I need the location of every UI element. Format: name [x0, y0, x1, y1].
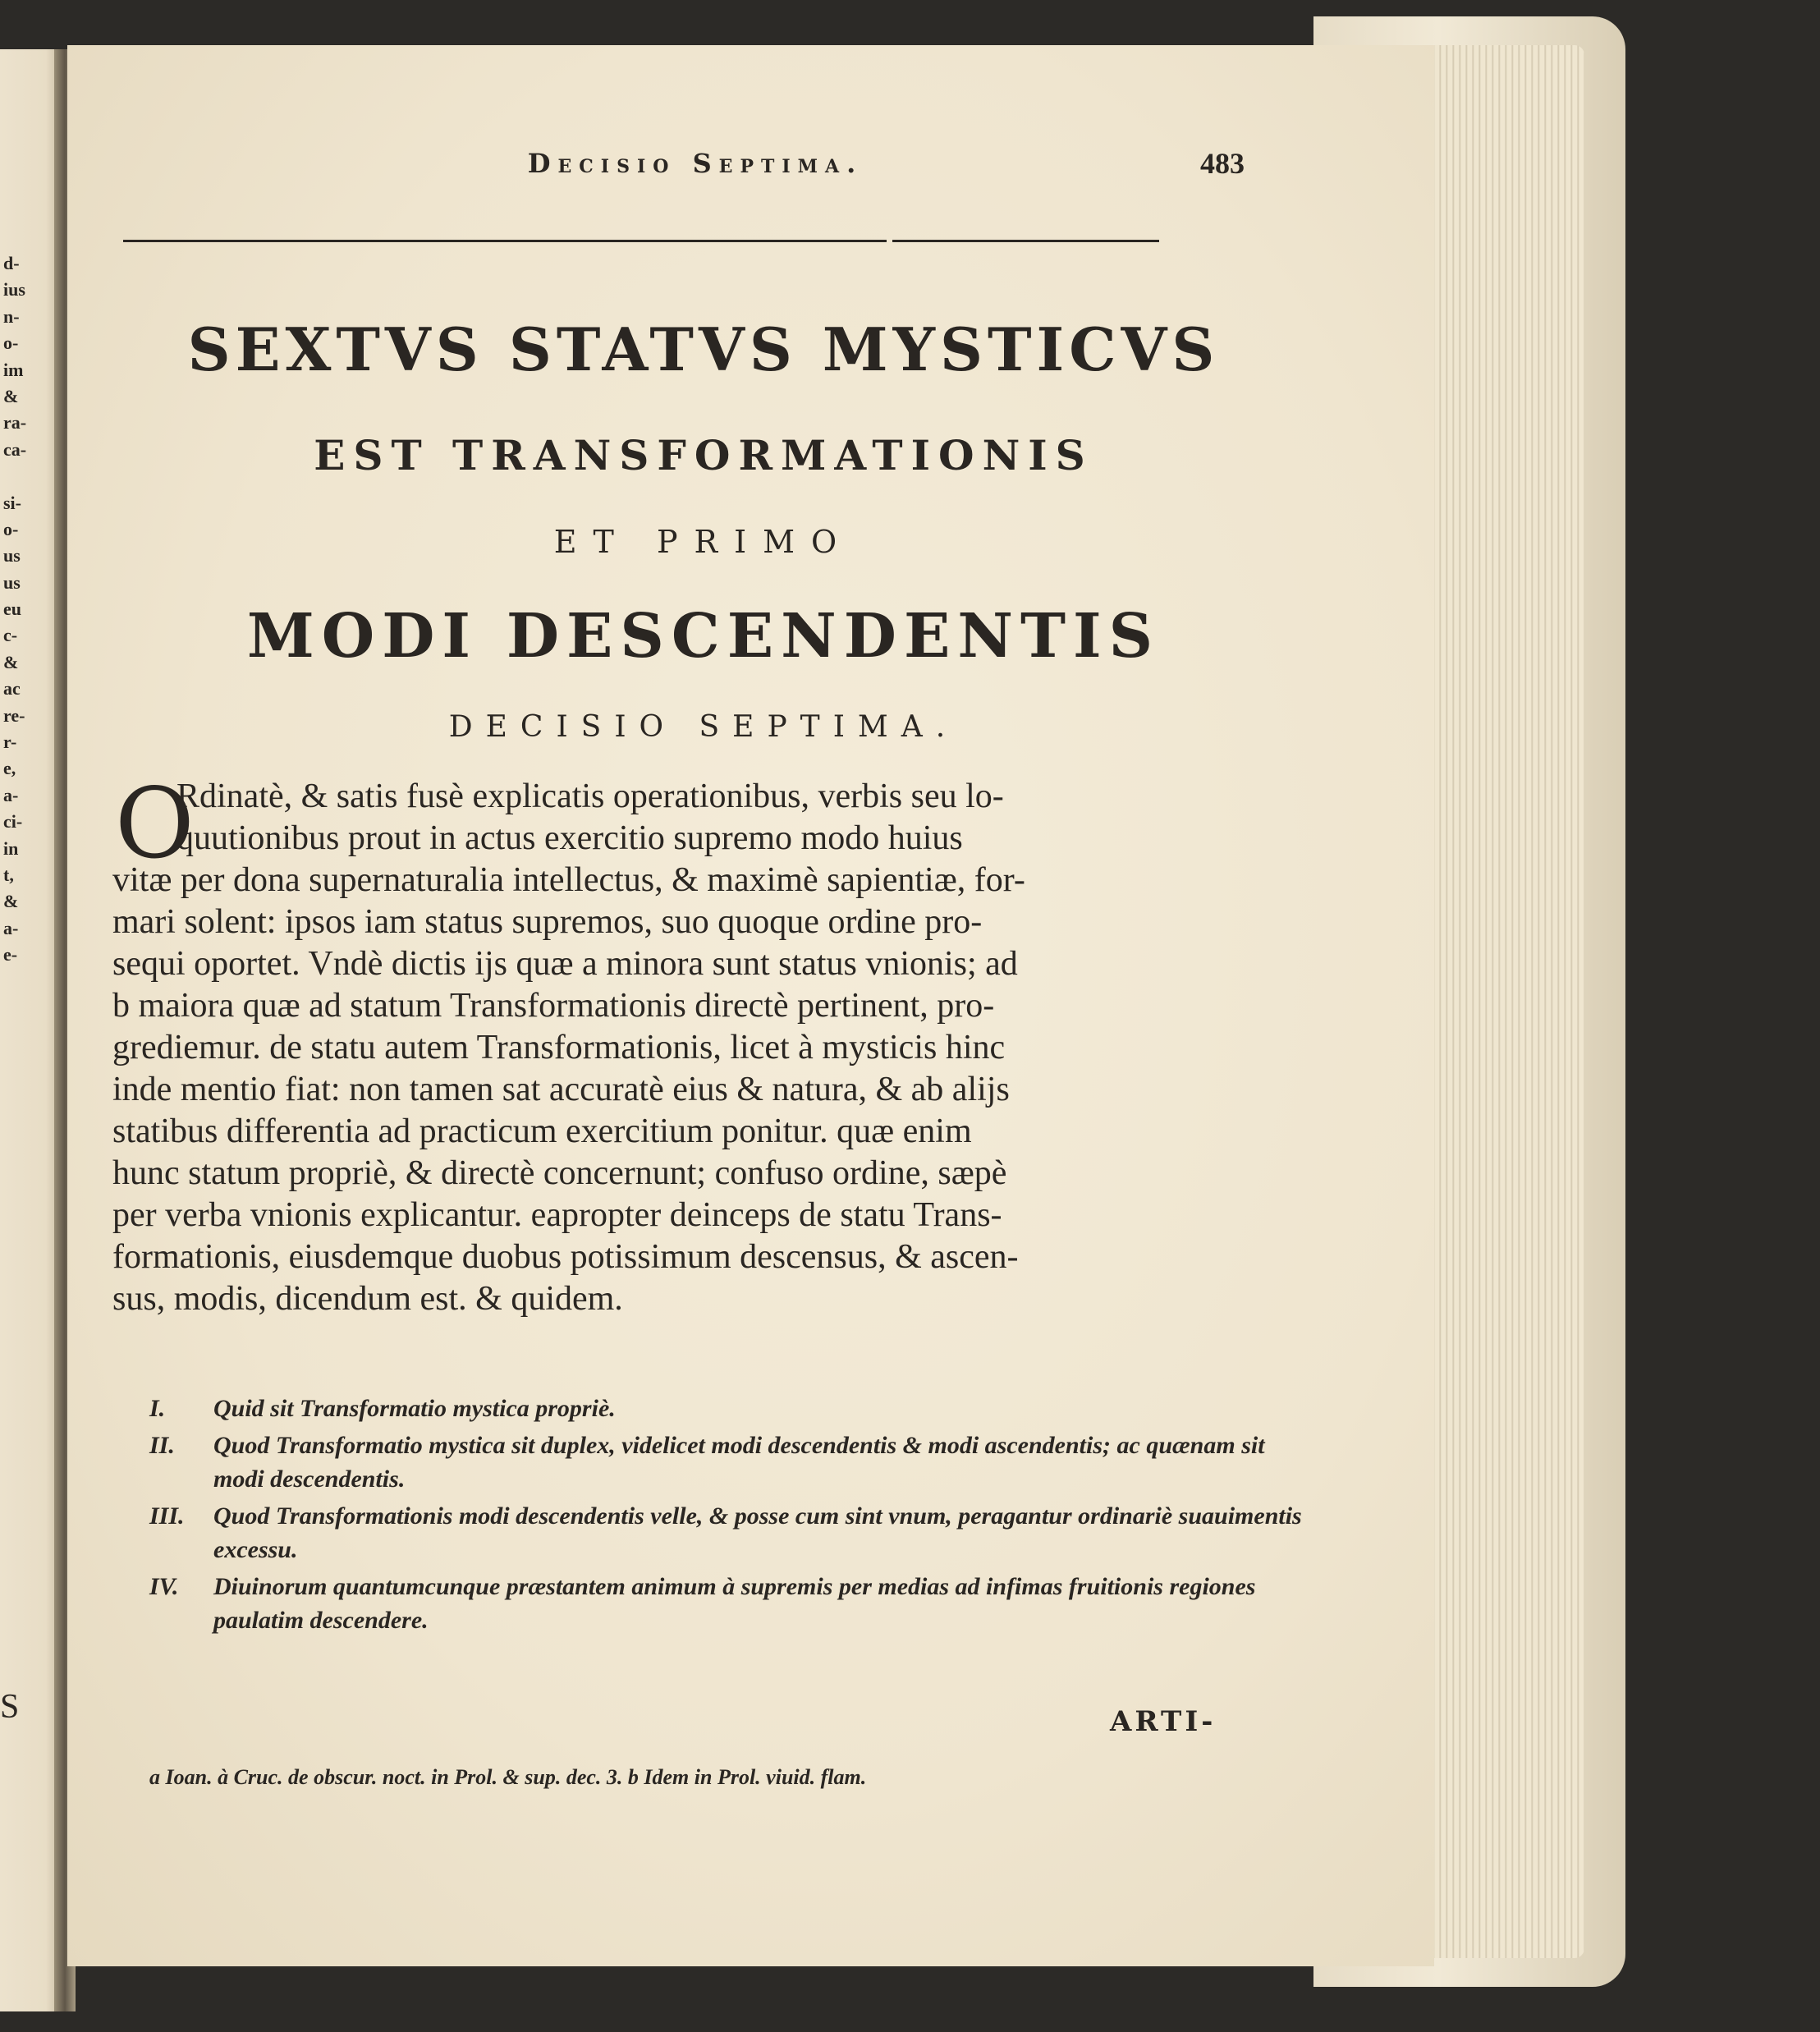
left-fragment: ius [3, 279, 25, 300]
list-item [149, 1570, 1315, 1637]
left-fragment: re- [3, 704, 25, 726]
left-fragment: e, [3, 758, 16, 779]
list-item-text: Quod Transformationis modi descendentis velle, & posse cum sint vnum, peragantur ordinariè suauimentis excessu. [213, 1502, 1302, 1563]
footnotes: a Ioan. à Cruc. de obscur. noct. in Prol. & sup. dec. 3. b Idem in Prol. viuid. flam. [149, 1765, 867, 1789]
list-item [149, 1499, 1315, 1566]
title-line-4: MODI DESCENDENTIS [246, 601, 1161, 672]
list-item-text: Diuinorum quantumcunque præstantem animum à supremis per medias ad infimas fruitionis regiones paulatim descendere. [213, 1573, 1256, 1634]
body-line: vitæ per dona supernaturalia intellectus, & maximè sapientiæ, for- [112, 861, 1025, 899]
left-fragment: a- [3, 917, 19, 938]
title-line-5: DECISIO SEPTIMA. [448, 710, 959, 744]
running-head: Decisio Septima. [527, 148, 864, 179]
header-rule-left [123, 240, 887, 242]
left-fragment: si- [3, 492, 21, 513]
body-line: quutionibus prout in actus exercitio supremo modo huius [176, 819, 963, 857]
body-line: inde mentio fiat: non tamen sat accuratè eius & natura, & ab alijs [112, 1071, 1010, 1108]
list-item [149, 1392, 1315, 1425]
body-line: per verba vnionis explicantur. eapropter deinceps de statu Trans- [112, 1196, 1002, 1234]
header-rule-right [892, 240, 1159, 242]
left-fragment: n- [3, 305, 20, 327]
body-line: grediemur. de statu autem Transformationis, licet à mysticis hinc [112, 1029, 1006, 1066]
body-line: Rdinatè, & satis fusè explicatis operationibus, verbis seu lo- [176, 777, 1004, 815]
right-page [67, 45, 1434, 1966]
left-page-margin-text [3, 250, 61, 969]
left-fragment: im [3, 359, 24, 380]
title-line-1: SEXTVS STATVS MYSTICVS [187, 314, 1220, 384]
left-fragment: ca- [3, 438, 27, 460]
left-fragment: & [3, 651, 19, 672]
list-item-text: Quid sit Transformatio mystica propriè. [213, 1395, 616, 1422]
body-line: sequi oportet. Vndè dictis ijs quæ a minora sunt status vnionis; ad [112, 945, 1018, 983]
summary-list [149, 1392, 1315, 1640]
list-item [149, 1429, 1315, 1496]
left-fragment: o- [3, 518, 19, 539]
body-line: b maiora quæ ad statum Transformationis directè pertinent, pro- [112, 987, 995, 1025]
list-item-number: II. [149, 1432, 175, 1459]
left-fragment: a- [3, 784, 19, 805]
left-fragment: e- [3, 944, 18, 966]
body-line: formationis, eiusdemque duobus potissimum descensus, & ascen- [112, 1238, 1019, 1276]
left-fragment: c- [3, 625, 18, 646]
left-page-catchword: S [0, 1688, 20, 1726]
left-fragment: ci- [3, 811, 23, 833]
left-fragment: t, [3, 864, 14, 885]
title-line-2: EST TRANSFORMATIONIS [314, 431, 1093, 479]
drop-capital: O [115, 767, 195, 880]
left-fragment: eu [3, 599, 21, 620]
page-edges [1428, 45, 1584, 1958]
list-item-number: III. [149, 1502, 185, 1530]
left-fragment [3, 463, 61, 489]
left-fragment: d- [3, 253, 20, 273]
left-fragment: us [3, 545, 21, 566]
list-item-number: I. [149, 1395, 166, 1422]
title-line-3: ET PRIMO [553, 524, 854, 560]
list-item-number: IV. [149, 1573, 179, 1600]
body-line: hunc statum propriè, & directè concernunt; confuso ordine, sæpè [112, 1154, 1007, 1192]
list-item-text: Quod Transformatio mystica sit duplex, videlicet modi descendentis & modi ascendentis; ac quænam sit modi descendentis. [213, 1432, 1265, 1493]
left-fragment: ac [3, 678, 21, 700]
body-line: sus, modis, dicendum est. & quidem. [112, 1280, 623, 1318]
left-fragment: us [3, 571, 21, 593]
body-line: statibus differentia ad practicum exercitium ponitur. quæ enim [112, 1112, 972, 1150]
left-fragment: & [3, 385, 19, 406]
left-fragment: ra- [3, 412, 27, 433]
left-fragment: & [3, 891, 19, 912]
left-fragment: r- [3, 732, 17, 753]
body-paragraph [112, 767, 1295, 1320]
page-number: 483 [1200, 147, 1245, 180]
catchword: ARTI- [1110, 1705, 1217, 1738]
left-fragment: in [3, 837, 19, 859]
body-line: mari solent: ipsos iam status supremos, suo quoque ordine pro- [112, 903, 983, 941]
left-fragment: o- [3, 333, 19, 354]
